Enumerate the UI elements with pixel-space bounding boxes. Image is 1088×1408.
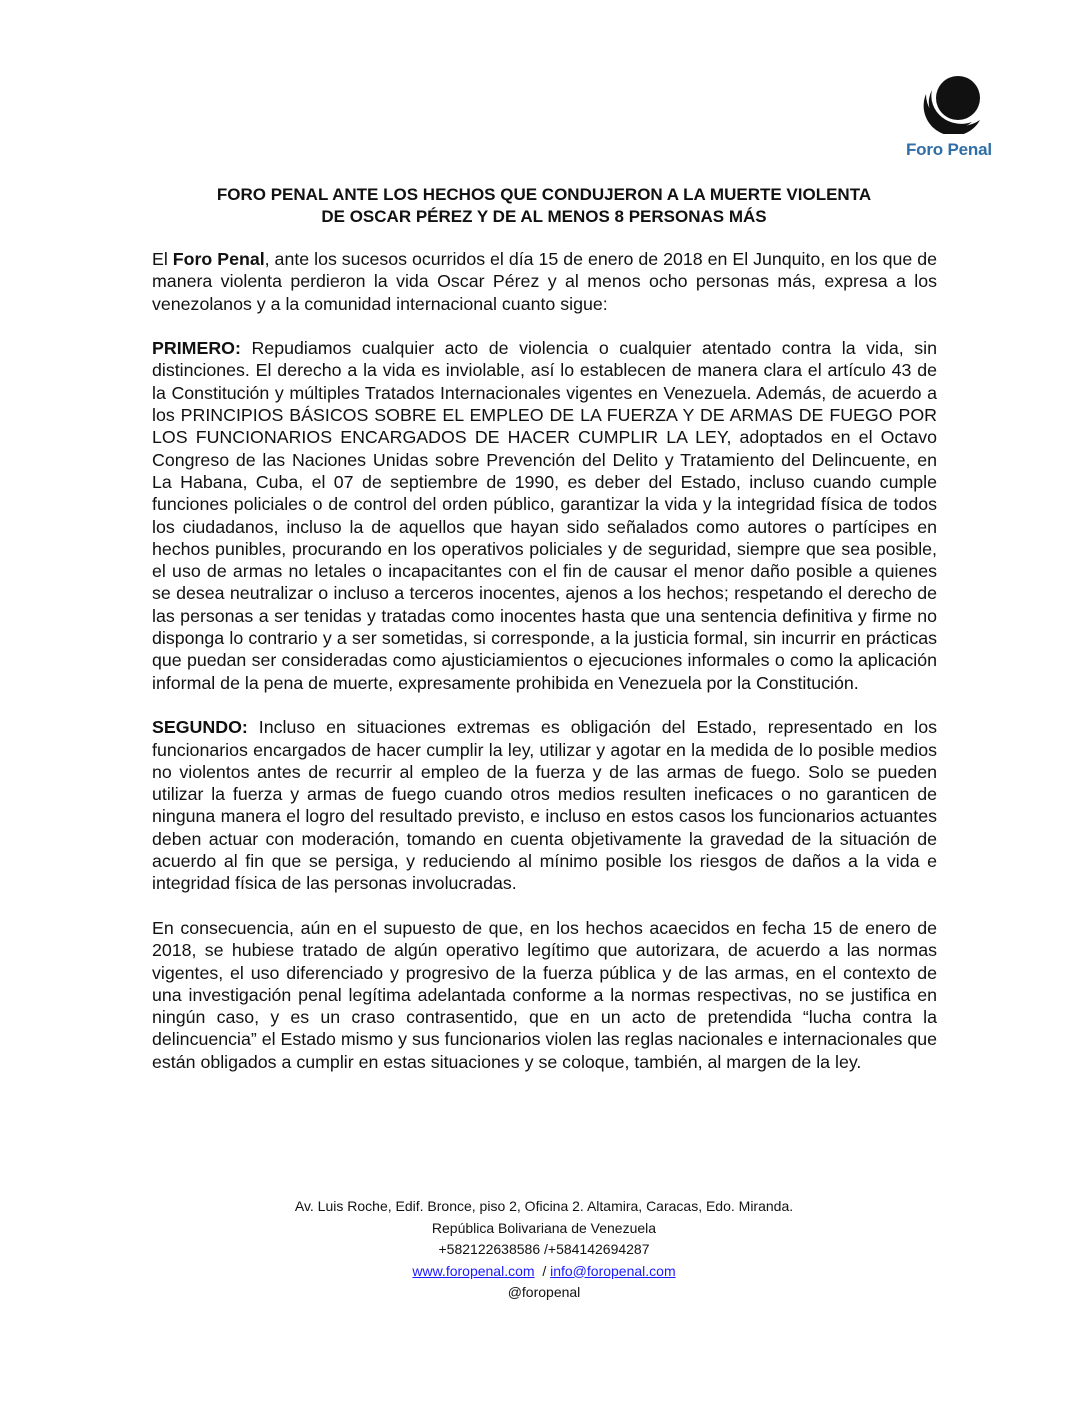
website-link[interactable]: www.foropenal.com [412,1262,535,1279]
consecuencia-paragraph: En consecuencia, aún en el supuesto de que, en los hechos acaecidos en fecha 15 de enero de 2018, se hubiese tratado de algún operativo legítimo que autorizara, de acuerdo a las normas vigentes, el uso diferenciado y progresivo de la fuerza pública y de las armas, en el contexto de una investigación penal legítima adelantada conforme a la normas respectivas, no se justifica en ningún caso, y es un craso contrasentido, que en un acto de pretendida “lucha contra la delincuencia” el Estado mismo y sus funcionarios violen las reglas nacionales e internacionales que están obligados a cumplir en estas situaciones y se coloque, también, al margen de la ley. [152,917,937,1072]
logo-text: Foro Penal [906,140,992,159]
segundo-text: Incluso en situaciones extremas es obligación del Estado, representado en los funcionarios encargados de hacer cumplir la ley, utilizar y agotar en la medida de lo posible medios no violentos antes de recurrir al empleo de la fuerza y de las armas de fuego. Solo se pueden utilizar la fuerza y armas de fuego cuando otros medios resulten ineficaces o no garanticen de ninguna manera el logro del resultado previsto, e incluso en estos casos los funcionarios actuantes deben actuar con moderación, tomando en cuenta objetivamente la gravedad de la situación de acuerdo al fin que se persiga, y reduciendo al mínimo posible los riesgos de daños a la vida e integridad física de las personas involucradas. [152,717,937,894]
footer [140,1196,948,1304]
logo [902,72,1012,164]
footer-address: Av. Luis Roche, Edif. Bronce, piso 2, Oficina 2. Altamira, Caracas, Edo. Miranda. [294,1198,794,1214]
intro-bold: Foro Penal [172,249,265,269]
intro-before: El [152,249,173,269]
footer-twitter: @foropenal [507,1284,581,1300]
intro-after: , ante los sucesos ocurridos el día 15 de enero de 2018 en El Junquito, en los que de manera violenta perdieron la vida Oscar Pérez y al menos ocho personas más, expresa a los venezolanos y a la comunidad internacional cuanto sigue: [152,249,937,314]
footer-country: República Bolivariana de Venezuela [431,1219,657,1236]
segundo-label: SEGUNDO: [152,717,248,738]
segundo-paragraph [152,716,937,894]
footer-links [140,1261,948,1283]
primero-text: Repudiamos cualquier acto de violencia o cualquier atentado contra la vida, sin distinciones. El derecho a la vida es inviolable, así lo establecen de manera clara el artículo 43 de la Constitución y múltiples Tratados Internacionales vigentes en Venezuela. Además, de acuerdo a los PRINCIPIOS BÁSICOS SOBRE EL EMPLEO DE LA FUERZA Y DE ARMAS DE FUEGO POR LOS FUNCIONARIOS ENCARGADOS DE HACER CUMPLIR LA LEY, adoptados en el Octavo Congreso de las Naciones Unidas sobre Prevención del Delito y Tratamiento del Delincuente, en La Habana, Cuba, el 07 de septiembre de 1990, es deber del Estado, incluso cuando cumple funciones policiales o de control del orden público, garantizar la vida y la integridad física de todos los ciudadanos, incluso la de aquellos que hayan sido señalados como autores o partícipes en hechos punibles, procurando en los operativos policiales y de seguridad, siempre que sea posible, el uso de armas no letales o incapacitantes con el fin de causar el menor daño posible a quienes se desea neutralizar o incluso a terceros inocentes, ajenos a los hechos; respetando el derecho de las personas a ser tenidas y tratadas como inocentes hasta que una sentencia definitiva y firme no disponga lo contrario y a ser sometidas, si corresponde, a la justicia formal, sin incurrir en prácticas que puedan ser consideradas como ajusticiamientos o ejecuciones informales o como la aplicación informal de la pena de muerte, expresamente prohibida en Venezuela por la Constitución. [152,338,937,693]
title-line-1: FORO PENAL ANTE LOS HECHOS QUE CONDUJERON A LA MUERTE VIOLENTA [216,185,872,204]
title-line-2: DE OSCAR PÉREZ Y DE AL MENOS 8 PERSONAS MÁS [321,207,767,226]
foro-penal-logo-icon [922,72,986,134]
footer-separator: / [534,1262,551,1279]
footer-phones: +582122638586 /+584142694287 [438,1241,650,1257]
document-body [152,248,937,1073]
intro-paragraph [152,248,937,315]
primero-paragraph [152,337,937,694]
email-link[interactable]: info@foropenal.com [550,1262,676,1279]
document-title [140,184,948,228]
primero-label: PRIMERO: [152,338,241,359]
